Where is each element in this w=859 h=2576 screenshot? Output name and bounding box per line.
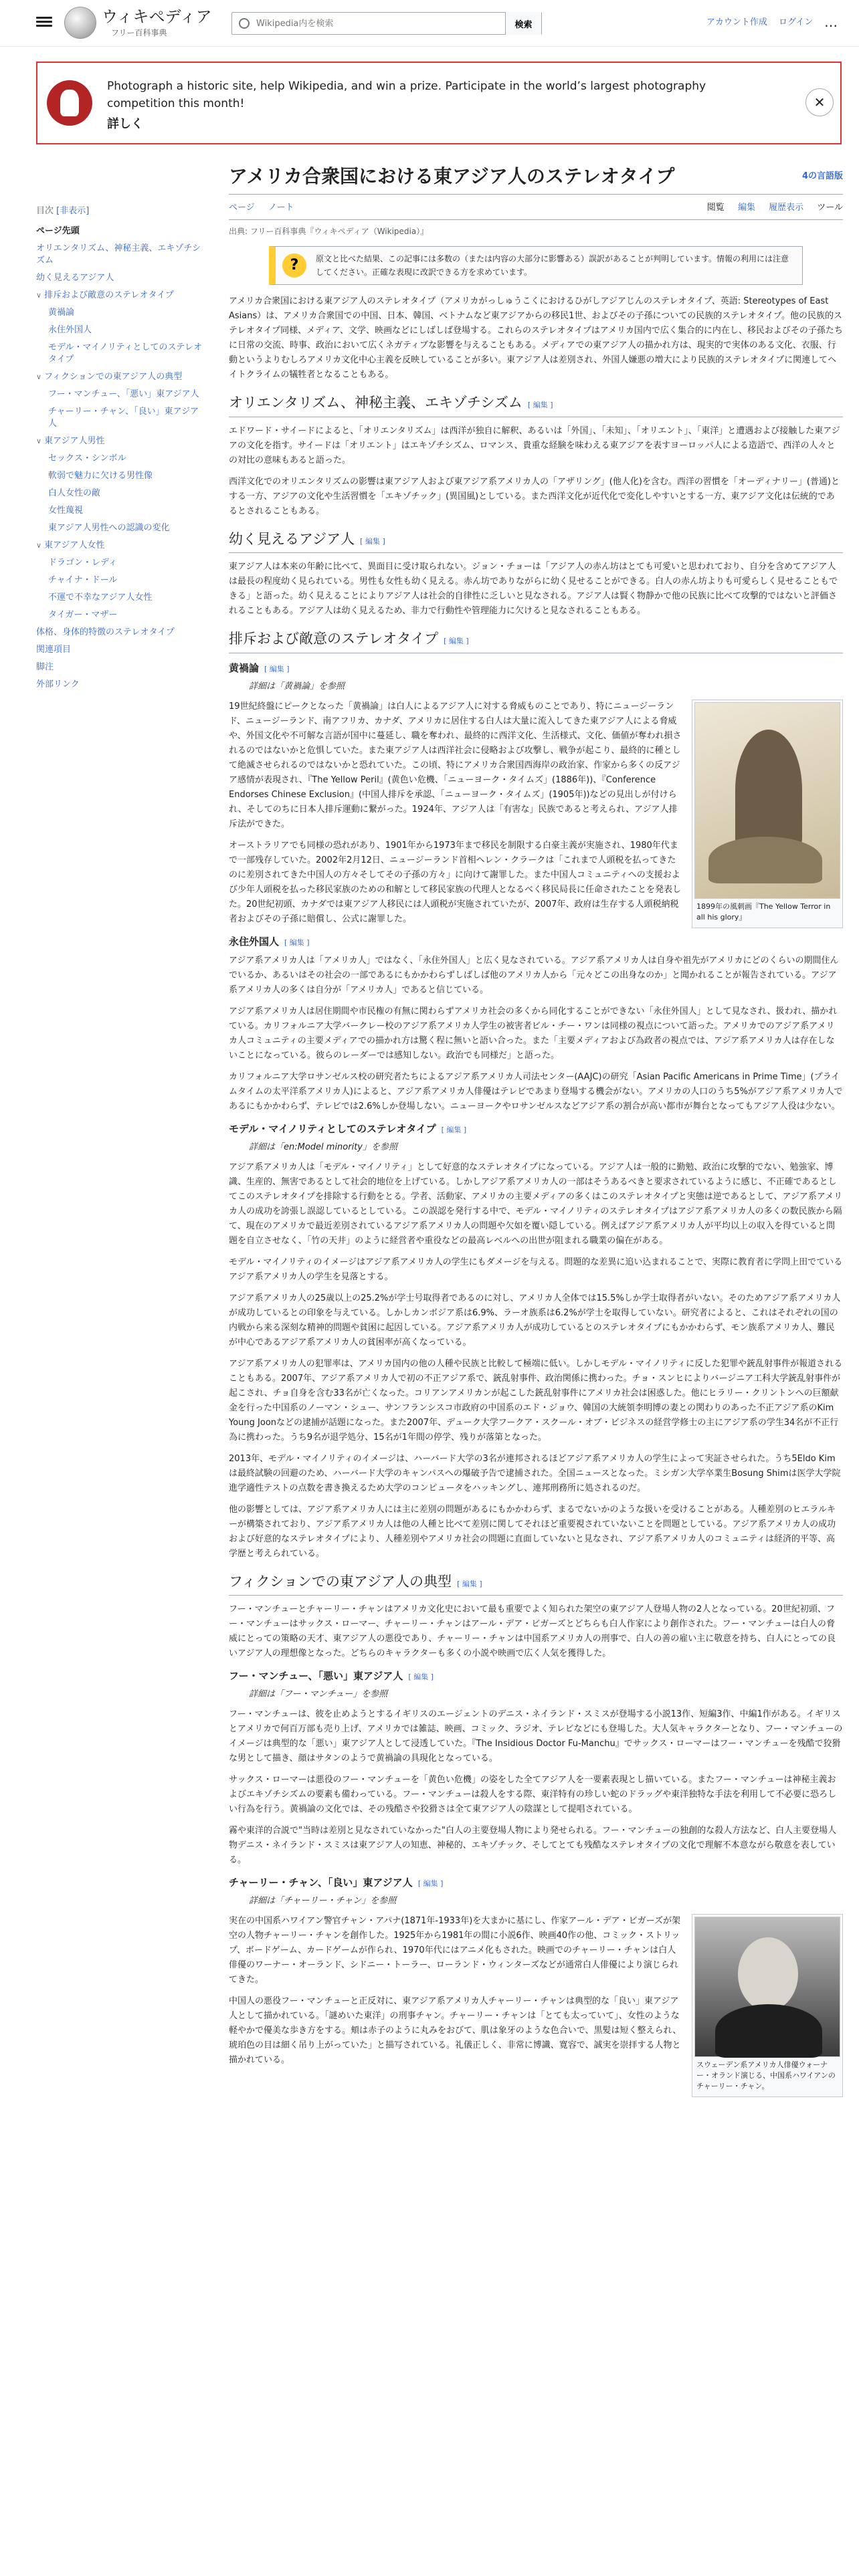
edit-link[interactable]: [ 編集 ] [360, 536, 385, 546]
paragraph: 東アジア人は本来の年齢に比べて、異面目に受け取られない。ジョン・チョーは「アジア人の赤ん坊はとても可愛いと思われており、自分を含めてアジア人は最長の程度幼く見られている。男性も女性も幼く見える。赤ん坊でありながらに幼く見せることができる。白人の赤ん坊よりも可愛らしく見せることもできる」と語った。幼く見えることによりアジア人は社会的自律性に乏しいと見なされる。アジア人は賢く物静かで他の民族に比べて攻撃的ではないと評価されることもある。アジア人は幼く見えるため、非力で行動性や管理能力に欠けると見なされることもある。 [229, 562, 838, 617]
paragraph: 中国人の悪役フー・マンチューと正反対に、東アジア系アメリカ人チャーリー・チャンは典型的な「良い」東アジア人として描かれている。「謎めいた東洋」の刑事チャン。チャーリー・チャンは「とても太っていて」、女性のような軽やかで優美な歩き方をする。頬は赤子のように丸みをおびて、肌は象牙のような色合いで、黒髪は短く整えられ、琥珀色の目は細く吊り上がっていた」と描写されている。礼儀正しく、非常に博識、寛容で、誠実を崇拝する人物と描かれている。 [229, 1996, 682, 2065]
tab-edit[interactable]: 編集 [737, 203, 755, 213]
edit-link[interactable]: [ 編集 ] [444, 637, 469, 646]
paragraph: 2013年、モデル・マイノリティのイメージは、ハーバード大学の3名が連邦されるほどアジア系アメリカ人の学生によって実証させられた。うち5Eldo Kimは最終試験の回避のため、ハーバード大学のキャンパスへの爆破予告で逮捕された。全国ニュースとなった。ミシガン大学卒業生Bosung Shimは医学大学院進学適性テストの点数を書き換えるため大学のコンピュータをハッキングし、連邦刑務所に処されるのだ。 [229, 1453, 841, 1493]
paragraph: 他の影響としては、アジア系アメリカ人には主に差別の問題があるにもかかわらず、まるでないかのような扱いを受けることがある。人種差別のヒエラルキーが構築されており、アジア系アメリカ人は他の人種と比べて差別に関してそれほど重要視されていないことを問題としている。アジア系アメリカ人の成功および好意的なステレオタイプにより、人種差別やアメリカ社会の問題に直面していないと見なされ、アジア系アメリカ人のコミュニティは経済的平等、高学歴と考えられている。 [229, 1504, 836, 1559]
paragraph: モデル・マイノリティのイメージはアジア系アメリカ人の学生にもダメージを与える。問題的な差異に追い込まれることで、実際に教育者に学問上田でているアジア系アメリカ人の学生を見落とする。 [229, 1257, 843, 1282]
site-header [0, 0, 859, 47]
toc-item[interactable]: 黄禍論 [48, 307, 75, 318]
page-title: アメリカ合衆国における東アジア人のステレオタイプ [229, 163, 843, 195]
toc-item[interactable]: 不運で不幸なアジア人女性 [48, 592, 153, 603]
edit-link[interactable]: [ 編集 ] [527, 401, 553, 410]
paragraph: アジア系アメリカ人は居住期間や市民権の有無に関わらずアメリカ社会の多くから同化することができない「永住外国人」として見なされ、扱われ、描かれている。カリフォルニア大学バークレー校のアジア系アメリカ人学生の被害者ビル・チー・ワンは同様の視点について語った。アメリカでのアジア系アメリカ人コミュニティの主要メディアでの描かれ方は驚く程に無いと語い合った。また「主要メディアおよび為政者の視点では、アジア系アメリカ人は存在しないことになっている。彼らのレーダーでは感知しない。政治でも同様だ」と語った。 [229, 1006, 838, 1061]
paragraph: フー・マンチューは、彼を止めようとするイギリスのエージェントのデニス・ネイランド・スミスが登場する小説13作、短編3作、中編1作がある。イギリスとアメリカで何百万部も売り上げ、アメリカでは雑誌、映画、コミック、ラジオ、テレビなどにも登場した。大人気キャラクターとなり、フー・マンチューのイメージは典型的な「悪い」東アジア人として浸透していた。『The Insidious Doctor Fu-Manchu』でサックス・ローマーはフー・マンチューを残酷で狡猾な男として描き、顔はサタンのようで黄禍論の具現化となっている。 [229, 1709, 843, 1763]
edit-link[interactable]: [ 編集 ] [264, 664, 290, 673]
toc-item[interactable]: ∨ 東アジア人男性 [36, 435, 203, 447]
figure-yellow-peril [692, 700, 843, 928]
paragraph: アジア系アメリカ人は「モデル・マイノリティ」として好意的なステレオタイプになっている。アジア人は一般的に勤勉、政治に攻撃的でない、勉強家、博識、生産的、無害であるとして社会的地位を上げている。しかしアジア系アメリカ人の一部はそうあるべきと要求されているように感じ、不正確であるとしてこのステレオタイプを排除する行動をとる。学者、活動家、アメリカの主要メディアの多くはこのステレオタイプと実態は逆であるとして、アジア系アメリカ人の成功を誇張し誤認しているとしている。この誤認を発行する中で、モデル・マイノリティのステレオタイプはアジア系アメリカ人の多くの数民族から隔て、現在のアメリカで最近差別されているアジア系アメリカ人の問題や欠如を覆い隠している。例えばアジア系アメリカ人が平均以上の収入を得ていると問題を自立させなく、「竹の天井」のように経営者や重役などの最高レベルへの出世が阻まれる職業の偏在がある。 [229, 1162, 843, 1246]
paragraph: 霧や東洋的合説で"当時は差別と見なされていなかった"白人の主要登場人物により発せられる。フー・マンチューの独創的な殺人方法など、白人主要登場人物デニス・ネイランド・スミスは東アジア人の知恵、神秘的、エキゾチック、そしてとても残酷なステレオタイプの文化で理解不本意ながら敬意を表している。 [229, 1825, 837, 1865]
banner-more-link[interactable]: 詳しく [107, 117, 143, 131]
tab-talk[interactable]: ノート [268, 203, 294, 213]
toc-item[interactable]: 軟弱で魅力に欠ける男性像 [48, 470, 153, 481]
figure-caption: 1899年の風刺画『The Yellow Terror in all his glory』 [696, 901, 831, 922]
paragraph: エドワード・サイードによると、「オリエンタリズム」は西洋が独自に解釈、あるいは「外国」、「未知」、「オリエント」、「東洋」と遭遇および接触した東アジアの文化を指す。サイードは「オリエント」はエキゾチシズム、ロマンス、貴重な経験を味わえる東アジアを表すヨーロッパ人による造語で、西洋の人々との対比の意味もあると語った。 [229, 425, 840, 465]
toc-item[interactable]: 体格、身体的特徴のステレオタイプ [36, 627, 175, 637]
edit-link[interactable]: [ 編集 ] [417, 1879, 444, 1888]
page-tabs [229, 195, 843, 220]
translation-warning-box [269, 246, 803, 285]
wikipedia-wordmark[interactable]: ウィキペディア [102, 7, 212, 26]
paragraph: 19世紀終盤にピークとなった「黄禍論」は白人によるアジア人に対する脅威ものことであり、特にニュージーランド、ニュージーランド、南アフリカ、カナダ、アメリカに居住する白人は大量に流入してきた東アジア人による脅威や、外国文化や不可解な言語が国中に蔓延し、職を奪われ、最終的に西洋文化、生活様式、文化、価値が奪われ損されるのではないかと危惧していた。また東アジア人は西洋社会に侵略および攻撃し、戦争が起こり、最終的に種として絶滅させられるのではないかと恐れていた。この頃、特にアメリカ合衆国西海岸の政治家、作家から多くの反アジア感情が表現され、『The Yellow Peril』(黄色い危機、「ニューヨーク・タイムズ」(1886年))、『Conference Endorses Chinese Exclusion』(中国人排斥を承認、「ニューヨーク・タイムズ」(1905年))などの見出しが付けられ、そしてのちに日本人排斥運動に繋がった。1924年、アジア人は「有害な」民族であると考えられ、アジア人排斥法ができた。 [229, 701, 682, 829]
toc-item[interactable]: オリエンタリズム、神秘主義、エキゾチシズム [36, 243, 201, 265]
wiki-loves-monuments-icon [47, 80, 92, 126]
close-icon[interactable]: ✕ [805, 88, 834, 116]
tab-read[interactable]: 閲覧 [706, 203, 725, 213]
toc-item[interactable]: ∨ 排斥および敵意のステレオタイプ [36, 290, 203, 302]
paragraph: アジア系アメリカ人の犯罪率は、アメリカ国内の他の人種や民族と比較して極端に低い。しかしモデル・マイノリティに反した犯罪や銃乱射事件が報道されることもある。2007年、アジア系アメリカ人で初の不正アジア系で、銃乱射事件、政治関係に携わった。チョ・スンヒによりバージニア工科大学銃乱射事件が起こされ、チョ自身を含む33名が亡くなった。コリアンアメリカンが起こした銃乱射事件にアメリカ社会は困惑した。他にヒラリー・クリントンへの巨額献金を行った中国系のノーマン・シュー、サンフランシスコ市政府の中国系のエド・ジョウ、韓国の大統領李明博の妻との関わりのあった不正アジア系のKim Young Joonなどの逮捕が話題になった。また2007年、デューク大学フークア・スクール・オブ・ビジネスの経営学修士の主にアジア系の学生34名が不正行為に携わった。うち9名が退学処分、15名が1年間の停学、残りが落第となった。 [229, 1358, 843, 1442]
tab-history[interactable]: 履歴表示 [769, 203, 804, 213]
paragraph: アジア系アメリカ人の25歳以上の25.2%が学士号取得者であるのに対し、アメリカ人全体では15.5%しか学士取得者がいない。そのためアジア系アメリカ人が成功しているとの印象を与えている。しかしカンボジア系は6.9%、ラーオ族系は6.2%が学士を取得していない。研究者によると、これはそれぞれの国の内戦から来る深刻な精神的問題や貧困に起因している。アジア系アメリカ人が成功しているとのステレオタイプにもかかわらず、モン族系アメリカ人、難民が中心であるアジア系アメリカ人の貧困率が高くなっている。 [229, 1293, 841, 1348]
paragraph: サックス・ローマーは悪役のフー・マンチューを「黄色い危機」の姿をした全てアジア人を一要素表現とし描いている。またフー・マンチューは神秘主義およびエキゾチシズムの要素も備わっている。フー・マンチューは殺人をする際、東洋特有の珍しい蛇のドラッグや東洋独特な手法を利用して不必要に恐ろしい行為を行う。黄禍論の文化では、その残酷さや狡猾さは全て東アジア人の陰謀として提唱されている。 [229, 1774, 837, 1814]
toc-item[interactable]: モデル・マイノリティとしてのステレオタイプ [48, 342, 202, 364]
subsection-heading: 永住外国人 [ 編集 ] [229, 935, 310, 948]
toc-item[interactable]: 女性蔑視 [48, 505, 84, 516]
subsection-heading: チャーリー・チャン、「良い」東アジア人 [ 編集 ] [229, 1876, 444, 1889]
section-heading: 排斥および敵意のステレオタイプ [ 編集 ] [229, 628, 843, 653]
tab-page[interactable]: ページ [229, 203, 255, 213]
paragraph: オーストラリアでも同様の恐れがあり、1901年から1973年まで移民を制限する白豪主義が実施され、1980年代まで一部残存していた。2002年2月12日、ニュージーランド首相ヘレン・クラークは「これまで人頭税を払ってきたのに差別されてきた中国人の方々そしてその子孫の方々」に向けて謝罪した。また中国人コミュニティへの支援および少年人頭税を払った移民家族のための和解として移民家族の代理人となるべく移民局長に任命されたことを発表した。20世紀初頭、カナダでは東アジア人移民には人頭税が実施されていたが、2007年、政府は生存する人頭税納税者およびその子孫に賠償し、公式に謝罪した。 [229, 840, 682, 924]
search-button[interactable]: 検索 [505, 12, 541, 35]
toc-item[interactable]: セックス・シンボル [48, 453, 126, 463]
edit-link[interactable]: [ 編集 ] [284, 938, 310, 947]
hatnote: 詳細は「黄禍論」を参照 [249, 681, 345, 691]
figure-charlie-chan [692, 1914, 843, 2097]
wikipedia-logo-globe[interactable] [64, 7, 96, 39]
paragraph: フー・マンチューとチャーリー・チャンはアメリカ文化史において最も重要でよく知られた架空の東アジア人登場人物の2人となっている。20世紀初頭、フー・マンチューはサックス・ローマー、チャーリー・チャンはアール・デア・ビガーズとどちらも白人作家により創作された。フー・マンチューは白人の脅威にとっての策略の天才、東アジア人の悪役であり、チャーリー・チャンは中国系アメリカ人の刑事で、白人の善の雇い主に敬意を持ち、白人にとっての良いアジア人の理想像となった。どちらのキャラクターも多くの小説や映画で広く人気を獲得した。 [229, 1604, 836, 1659]
toc-item[interactable]: ∨ フィクションでの東アジア人の典型 [36, 371, 203, 383]
wikipedia-tagline: フリー百科事典 [111, 28, 167, 37]
toc-item[interactable]: チャイナ・ドール [48, 574, 118, 585]
charlie-chan-photo[interactable] [694, 1917, 840, 2057]
site-notice-banner [36, 62, 842, 144]
toc-item[interactable]: 関連項目 [36, 644, 72, 655]
search-box [231, 12, 542, 35]
paragraph: 西洋文化でのオリエンタリズムの影響は東アジア人および東アジア系アメリカ人の「アザリング」(他人化)を含む。西洋の習慣を「オーディナリー」(普通)とする一方、アジアの文化や生活習慣を「エキゾチック」(異国風)としている。また西洋文化が近代化で変化しやすいとする一方、東アジア文化は伝統的であるとされることもある。 [229, 476, 840, 516]
question-icon: ? [282, 253, 306, 278]
figure-caption: スウェーデン系アメリカ人俳優ウォーナー・オランド演じる、中国系ハワイアンのチャーリー・チャン。 [696, 2060, 836, 2090]
edit-link[interactable]: [ 編集 ] [408, 1673, 434, 1682]
banner-text: Photograph a historic site, help Wikipedia, and win a prize. Participate in the world’s largest photography competition this month! [107, 80, 706, 110]
edit-link[interactable]: [ 編集 ] [441, 1125, 467, 1134]
toc-item[interactable]: 白人女性の敵 [48, 488, 101, 498]
toc-title: 目次 [非表示] [36, 206, 90, 216]
toc-item[interactable]: チャーリー・チャン、「良い」東アジア人 [48, 406, 199, 429]
paragraph: アジア系アメリカ人は「アメリカ人」ではなく、「永住外国人」と広く見なされている。アジア系アメリカ人は自身や祖先がアメリカにどのくらいの期間住んでいるか、あるいはその社会の一部であるにもかかわらずしばしば他のアメリカ人から「元々どこの出身なのか」と聞かれることが報告されている。アジア系アメリカ人の多くは自分が「アメリカ人」であると信じている。 [229, 955, 839, 995]
toc-item[interactable]: 永住外国人 [48, 324, 92, 335]
toc-item[interactable]: ページ先頭 [36, 225, 80, 236]
hatnote: 詳細は「フー・マンチュー」を参照 [249, 1689, 388, 1700]
language-button[interactable]: 4の言語版 [801, 171, 843, 181]
table-of-contents [36, 205, 203, 696]
paragraph: カリフォルニア大学ロサンゼルス校の研究者たちによるアジア系アメリカ人司法センター(AAJC)の研究「Asian Pacific Americans in Prime Time」(プライムタイムの太平洋系アメリカ人)によると、アジア系アメリカ人俳優はテレビであまり登場する機会がない。アメリカの人口のうち5%がアジア系アメリカ人であるにもかかわらず、テレビでは2.6%しか登場しない。ニューヨークやロサンゼルスなどアジア系の割合が高い都市が舞台となってもアジア人役は少ない。 [229, 1071, 843, 1111]
intro-paragraph: アメリカ合衆国における東アジア人のステレオタイプ（アメリカがっしゅうこくにおけるひがしアジアじんのステレオタイプ、英語: Stereotypes of East Asians）は、アメリカ合衆国での中国、日本、韓国、ベトナムなど東アジアからの移民1世、およびその子孫についての民族的ステレオタイプ。他の民族的ステレオタイプ同様、メディア、文学、映画などにしばしば登場する。これらのステレオタイプはアメリカ国内で広く集合的に内在し、移民およびその子孫たちに日常の交流、時事、政治において広くネガティブな影響を与えることもある。メディアでの東アジア人の描かれ方は、現実的で実体のある文化、衣服、行動というよりむしろアメリカ文化中心主義を反映していることが多い。東アジア人は差別され、外国人嫌悪の増大により民族的ステレオタイプに関連してヘイトクライムの犠牲者となることもある。 [229, 296, 843, 381]
subsection-heading: フー・マンチュー、「悪い」東アジア人 [ 編集 ] [229, 1670, 434, 1683]
login-link[interactable]: ログイン [779, 17, 814, 27]
more-options-icon[interactable]: ⋯ [824, 17, 838, 33]
subsection-heading: モデル・マイノリティとしてのステレオタイプ [ 編集 ] [229, 1122, 467, 1135]
section-heading: 幼く見えるアジア人 [ 編集 ] [229, 528, 843, 554]
search-input[interactable] [256, 19, 505, 29]
toc-item[interactable]: フー・マンチュー、「悪い」東アジア人 [48, 389, 199, 399]
toc-item[interactable]: 脚注 [36, 661, 54, 672]
search-icon [239, 18, 250, 29]
warning-text: 原文と比べた結果、この記事には多数の（または内容の大部分に影響ある）誤訳があることが判明しています。情報の利用には注意してください。正確な表現に改訳できる方を求めています。 [316, 254, 789, 278]
section-heading: フィクションでの東アジア人の典型 [ 編集 ] [229, 1571, 843, 1596]
toc-item[interactable]: 東アジア人男性への認識の変化 [48, 522, 170, 533]
hatnote: 詳細は「en:Model minority」を参照 [249, 1142, 397, 1152]
toc-item[interactable]: ∨ 東アジア人女性 [36, 540, 203, 552]
toc-item[interactable]: ドラゴン・レディ [48, 557, 117, 568]
create-account-link[interactable]: アカウント作成 [706, 17, 767, 27]
tab-tools[interactable]: ツール [817, 203, 843, 213]
article-content [229, 163, 843, 2104]
subsection-heading: 黄禍論 [ 編集 ] [229, 661, 290, 674]
toc-item[interactable]: タイガー・マザー [48, 609, 118, 620]
paragraph: 実在の中国系ハワイアン警官チャン・アパナ(1871年-1933年)を大まかに基にし、作家アール・デア・ビガーズが架空の人物チャーリー・チャンを創作した。1925年から1981年の間に小説6作、映画40作の他、コミック・ストリップ、ボードゲーム、カードゲームが作られ、1970年代にはアニメ化もされた。映画でのチャーリー・チャンは白人俳優のワーナー・オーランド、シドニー・トーラー、ローランド・ウィンターズなどが通常白人俳優により演じられてきた。 [229, 1915, 680, 1985]
source-line: 出典: フリー百科事典『ウィキペディア（Wikipedia）』 [229, 227, 429, 236]
menu-icon[interactable] [36, 15, 52, 28]
toc-hide-toggle[interactable]: [非表示] [56, 206, 90, 216]
edit-link[interactable]: [ 編集 ] [457, 1579, 482, 1588]
toc-item[interactable]: 幼く見えるアジア人 [36, 272, 114, 283]
hatnote: 詳細は「チャーリー・チャン」を参照 [249, 1895, 397, 1906]
toc-item[interactable]: 外部リンク [36, 679, 80, 689]
yellow-peril-image[interactable] [694, 702, 840, 899]
section-heading: オリエンタリズム、神秘主義、エキゾチシズム [ 編集 ] [229, 392, 843, 417]
